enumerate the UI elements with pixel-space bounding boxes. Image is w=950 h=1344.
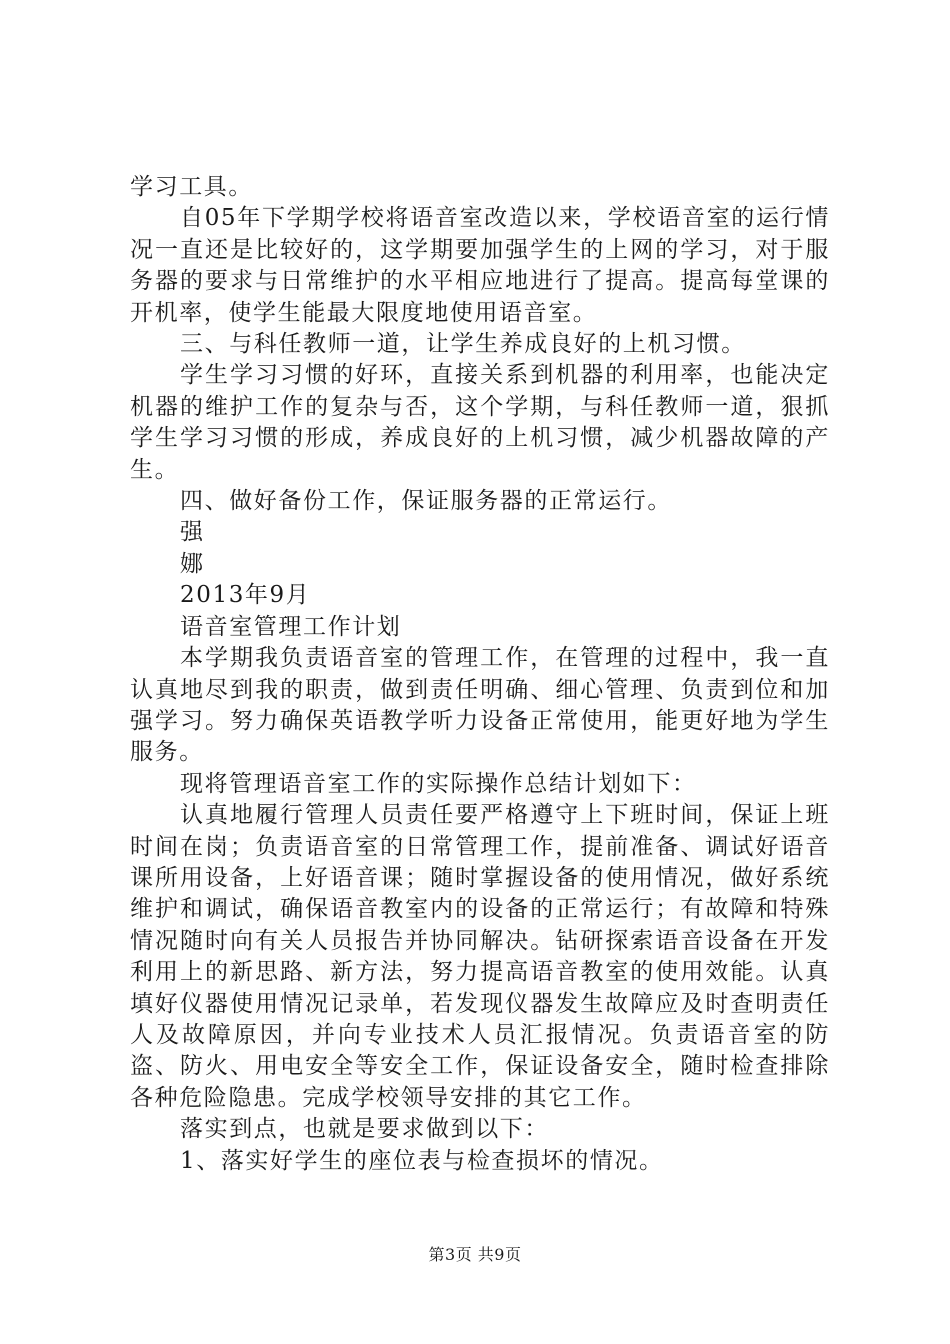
signature-line-2: 娜 (180, 550, 205, 577)
paragraph-intro: 本学期我负责语音室的管理工作，在管理的过程中，我一直认真地尽到我的职责，做到责任明确、细心管理、负责到位和加强学习。努力确保英语教学听力设备正常使用，能更好地为学生服务。 (130, 645, 830, 766)
section-heading-3: 三、与科任教师一道，让学生养成良好的上机习惯。 (180, 331, 746, 358)
document-title: 语音室管理工作计划 (180, 613, 402, 640)
page-number-footer: 第3页 共9页 (428, 1245, 522, 1264)
date-line: 2013年9月 (180, 582, 311, 609)
paragraph-study-habits: 学生学习习惯的好环，直接关系到机器的利用率，也能决定机器的维护工作的复杂与否，这个学期，与科任教师一道，狠抓学生学习习惯的形成，养成良好的上机习惯，减少机器故障的产生。 (130, 362, 830, 483)
document-body (130, 172, 830, 1177)
paragraph-continuation: 学习工具。 (130, 174, 253, 200)
signature-line-1: 强 (180, 519, 205, 546)
paragraph-plan-lead: 现将管理语音室工作的实际操作总结计划如下： (180, 770, 697, 797)
paragraph-requirements-lead: 落实到点，也就是要求做到以下： (180, 1116, 549, 1143)
paragraph-lab-renovation: 自05年下学期学校将语音室改造以来，学校语音室的运行情况一直还是比较好的，这学期要加强学生的上网的学习，对于服务器的要求与日常维护的水平相应地进行了提高。提高每堂课的开机率，使学生能最大限度地使用语音室。 (130, 205, 830, 326)
list-item-1: 1、落实好学生的座位表与检查损坏的情况。 (180, 1147, 664, 1174)
section-heading-4: 四、做好备份工作，保证服务器的正常运行。 (180, 488, 672, 515)
paragraph-duties: 认真地履行管理人员责任要严格遵守上下班时间，保证上班时间在岗；负责语音室的日常管理工作，提前准备、调试好语音课所用设备，上好语音课；随时掌握设备的使用情况，做好系统维护和调试，确保语音教室内的设备的正常运行；有故障和特殊情况随时向有关人员报告并协同解决。钻研探索语音设备在开发利用上的新思路、新方法，努力提高语音教室的使用效能。认真填好仪器使用情况记录单，若发现仪器发生故障应及时查明责任人及故障原因，并向专业技术人员汇报情况。负责语音室的防盗、防火、用电安全等安全工作，保证设备安全，随时检查排除各种危险隐患。完成学校领导安排的其它工作。 (130, 802, 830, 1111)
